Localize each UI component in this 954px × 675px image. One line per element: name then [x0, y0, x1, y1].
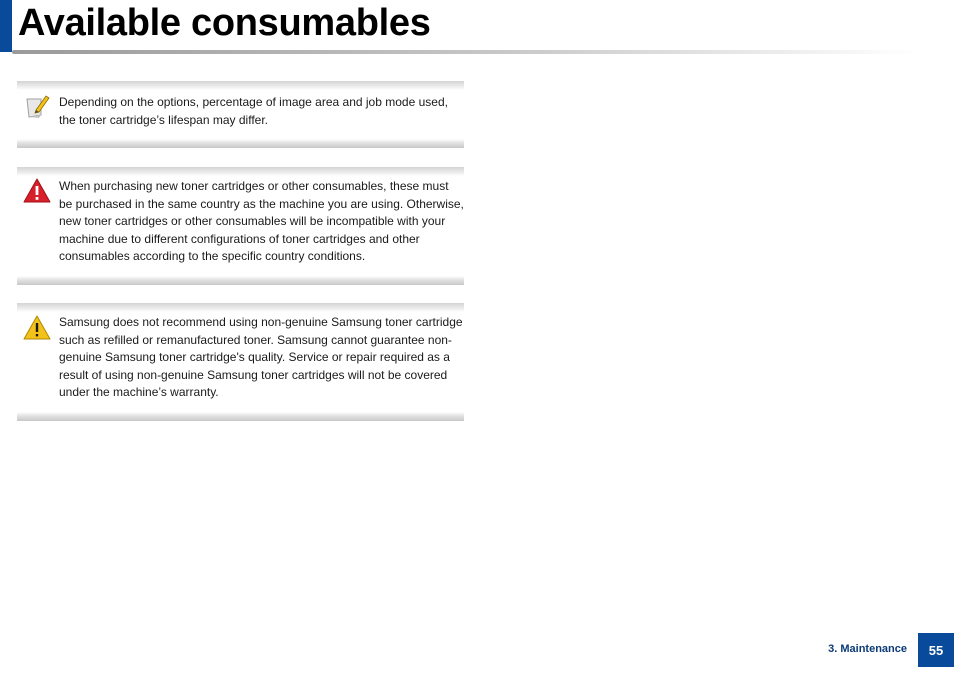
caution-yellow-icon	[23, 314, 51, 342]
note-box	[17, 303, 464, 421]
note-pencil-icon	[23, 93, 51, 121]
note-band-bottom	[17, 139, 464, 148]
note-box	[17, 81, 464, 148]
note-band-bottom	[17, 412, 464, 421]
title-divider	[12, 50, 917, 54]
page-number: 55	[918, 633, 954, 667]
note-band-top	[17, 81, 464, 90]
title-accent-bar	[0, 0, 12, 52]
note-band-top	[17, 303, 464, 312]
note-box	[17, 167, 464, 285]
note-text: Samsung does not recommend using non-genuine Samsung toner cartridge such as refilled or remanufactured toner. Samsung cannot guarantee non-genuine Samsung toner cartridge's quality. Service or repair required as a result of using non-genuine Samsung toner cartridges will not be covered under the machine’s warranty.	[59, 315, 463, 399]
footer-section-label: 3. Maintenance	[828, 643, 907, 655]
note-text: Depending on the options, percentage of image area and job mode used, the toner cartridge’s lifespan may differ.	[59, 95, 448, 127]
note-text: When purchasing new toner cartridges or other consumables, these must be purchased in the same country as the machine you are using. Otherwise, new toner cartridges or other consumables will be incompatible with your machine due to different configurations of toner cartridges and other consumables according to the specific country conditions.	[59, 179, 464, 263]
note-band-bottom	[17, 276, 464, 285]
note-band-top	[17, 167, 464, 176]
warning-red-icon	[23, 177, 51, 205]
page-title: Available consumables	[18, 2, 431, 44]
